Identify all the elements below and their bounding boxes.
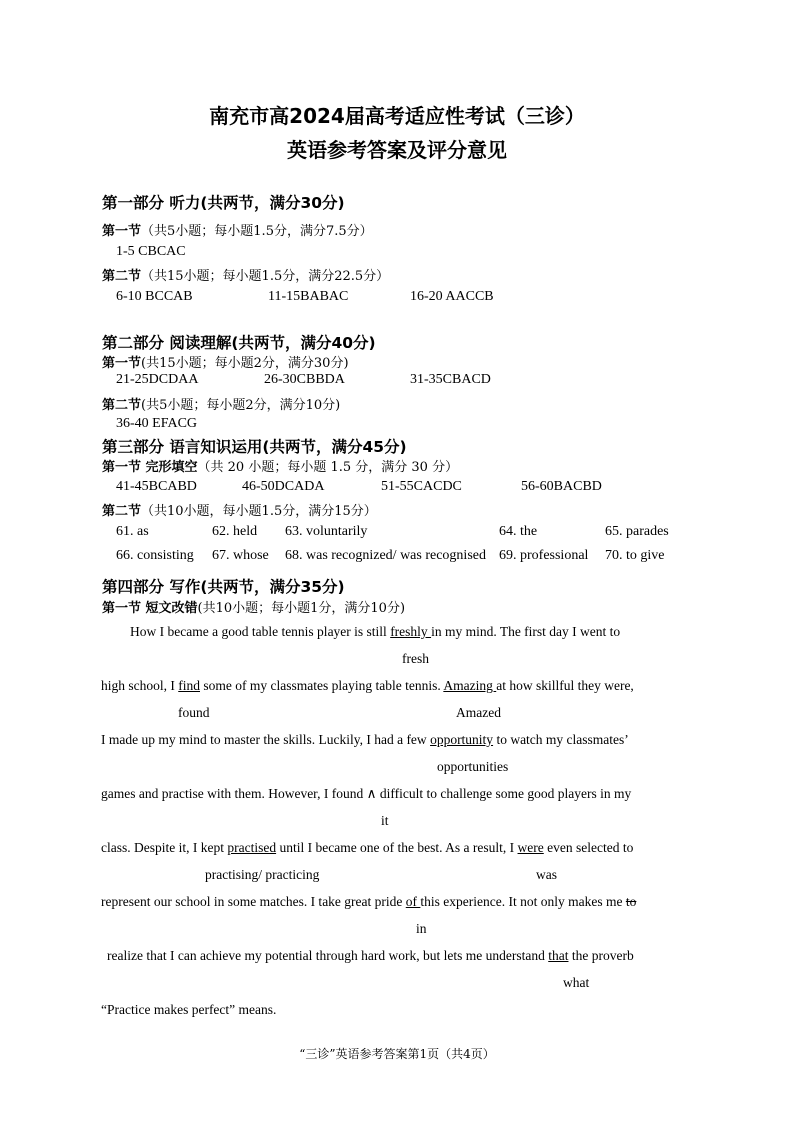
correction: it xyxy=(381,813,389,828)
caret-mark: ∧ xyxy=(366,786,377,801)
part2-sec1-label: 第一节 xyxy=(102,356,142,371)
part3-sec1-answer-1: 41-45BCABD xyxy=(116,479,197,494)
part4-sec1 xyxy=(102,597,405,616)
deleted-word: to xyxy=(625,894,637,909)
part4-sec1-label: 第一节 短文改错 xyxy=(102,601,198,616)
fill-answer: 68. was recognized/ was recognised xyxy=(285,548,486,563)
part2-sec1-answer-1: 21-25DCDAA xyxy=(116,372,199,387)
part2-sec2-desc: (共5小题；每小题2分，满分10分) xyxy=(141,398,341,413)
fill-answer: 62. held xyxy=(212,524,258,539)
passage-line-3: I made up my mind to master the skills. Luckily, I had a few opportunity to watch my classmates’ xyxy=(101,732,629,747)
passage-line-4: games and practise with them. However, I found ∧ difficult to challenge some good players in my xyxy=(101,786,632,801)
fill-answer: 66. consisting xyxy=(116,548,194,563)
passage-line-8: “Practice makes perfect” means. xyxy=(101,1002,277,1017)
part1-sec1-answer: 1-5 CBCAC xyxy=(116,244,186,259)
part1-sec2 xyxy=(102,265,389,284)
part2-heading: 第二部分 阅读理解(共两节，满分40分) xyxy=(102,334,376,352)
error-word: that xyxy=(548,948,569,963)
part1-sec2-label: 第二节 xyxy=(102,269,142,284)
part1-sec2-answer-3: 16-20 AACCB xyxy=(410,289,494,304)
part3-sec1-answer-3: 51-55CACDC xyxy=(381,479,462,494)
correction: fresh xyxy=(402,651,429,666)
error-word: Amazing xyxy=(443,678,497,693)
part1-sec2-desc: （共15小题；每小题1.5分，满分22.5分） xyxy=(141,269,390,284)
correction: Amazed xyxy=(456,705,501,720)
page-footer: “三诊”英语参考答案第1页（共4页） xyxy=(299,1047,495,1061)
part1-sec2-answer-2: 11-15BABAC xyxy=(268,289,349,304)
part4-sec1-desc: (共10小题；每小题1分，满分10分) xyxy=(197,601,406,616)
part2-sec1-desc: (共15小题；每小题2分，满分30分) xyxy=(141,356,349,371)
correction: what xyxy=(563,975,590,990)
correction: was xyxy=(536,867,557,882)
error-word: practised xyxy=(227,840,277,855)
part2-sec1 xyxy=(102,352,349,371)
page-subtitle: 英语参考答案及评分意见 xyxy=(287,138,507,162)
part3-sec1-answer-4: 56-60BACBD xyxy=(521,479,602,494)
fill-answer: 69. professional xyxy=(499,548,589,563)
part2-sec2-label: 第二节 xyxy=(102,398,142,413)
page-title: 南充市高2024届高考适应性考试（三诊） xyxy=(209,104,585,128)
part1-sec1-desc: （共5小题；每小题1.5分，满分7.5分） xyxy=(141,224,373,239)
part3-sec2-label: 第二节 xyxy=(102,504,142,519)
part2-sec1-answer-2: 26-30CBBDA xyxy=(264,372,345,387)
part1-sec1-label: 第一节 xyxy=(102,224,142,239)
part1-heading: 第一部分 听力(共两节，满分30分) xyxy=(102,194,345,212)
part3-sec1-desc: （共 20 小题；每小题 1.5 分，满分 30 分） xyxy=(197,460,459,475)
passage-line-1: How I became a good table tennis player is still freshly in my mind. The first day I went to xyxy=(130,624,621,639)
part2-sec2-answer: 36-40 EFACG xyxy=(116,416,198,431)
error-word: find xyxy=(178,678,200,693)
part3-sec2 xyxy=(102,500,377,519)
part4-heading: 第四部分 写作(共两节，满分35分) xyxy=(102,578,345,596)
part2-sec2 xyxy=(102,394,340,413)
passage-line-5: class. Despite it, I kept practised until I became one of the best. As a result, I were even selected to xyxy=(101,840,634,855)
part3-heading: 第三部分 语言知识运用(共两节，满分45分) xyxy=(102,438,407,456)
error-word: opportunity xyxy=(430,732,494,747)
fill-answer: 64. the xyxy=(499,524,538,539)
part1-sec2-answer-1: 6-10 BCCAB xyxy=(116,289,193,304)
fill-answer: 67. whose xyxy=(212,548,269,563)
fill-answer: 65. parades xyxy=(605,524,669,539)
part3-sec1-label: 第一节 完形填空 xyxy=(102,460,198,475)
part3-sec1 xyxy=(102,456,458,475)
fill-answer: 61. as xyxy=(116,524,149,539)
correction: in xyxy=(416,921,427,936)
correction: opportunities xyxy=(437,759,509,774)
passage-line-7: realize that I can achieve my potential through hard work, but lets me understand that the proverb xyxy=(107,948,634,963)
part3-sec1-answer-2: 46-50DCADA xyxy=(242,479,325,494)
fill-answer: 70. to give xyxy=(605,548,665,563)
part2-sec1-answer-3: 31-35CBACD xyxy=(410,372,491,387)
part1-sec1 xyxy=(102,220,373,239)
passage-line-2: high school, I find some of my classmates playing table tennis. Amazing at how skillful they were, xyxy=(101,678,634,693)
part3-sec2-desc: （共10小题，每小题1.5分，满分15分） xyxy=(141,504,377,519)
passage-line-6: represent our school in some matches. I take great pride of this experience. It not only makes me to xyxy=(101,894,637,909)
error-word: were xyxy=(517,840,544,855)
fill-answer: 63. voluntarily xyxy=(285,524,368,539)
error-word: freshly xyxy=(390,624,432,639)
correction: practising/ practicing xyxy=(205,867,320,882)
correction: found xyxy=(178,705,210,720)
error-word: of xyxy=(405,894,421,909)
